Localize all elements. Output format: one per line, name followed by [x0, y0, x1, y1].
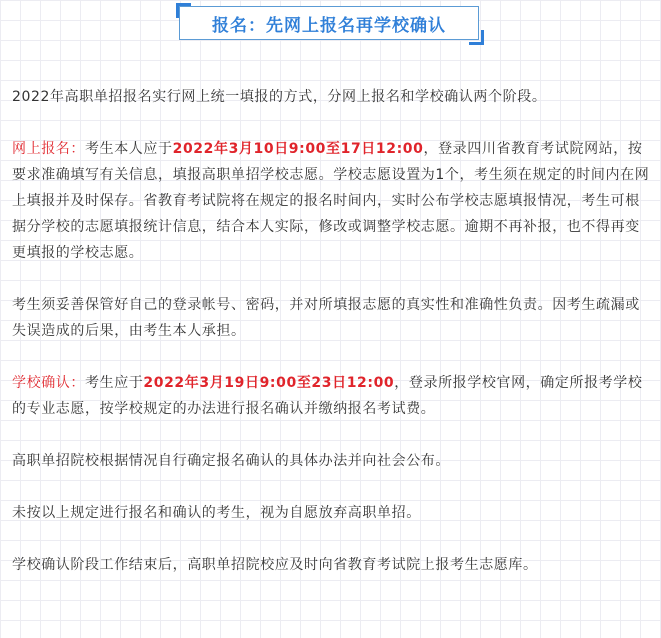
- title-corner-bottom-right: [469, 30, 484, 45]
- school-rules-paragraph: 高职单招院校根据情况自行确定报名确认的具体办法并向社会公布。: [12, 453, 450, 469]
- school-confirmation-label: 学校确认：: [12, 375, 85, 391]
- school-confirmation-time: 2022年3月19日9:00至23日12:00: [143, 375, 395, 391]
- school-confirmation-post: ，登录所报学校官网，确定所报考学校的专业志愿，按学校规定的办法进行报名确认并缴纳报名考试费。: [12, 375, 643, 417]
- school-confirmation-paragraph: [12, 370, 654, 422]
- final-note-paragraph: 学校确认阶段工作结束后，高职单招院校应及时向省教育考试院上报考生志愿库。: [12, 557, 538, 573]
- online-registration-time: 2022年3月10日9:00至17日12:00: [172, 141, 424, 157]
- page-title: 报名：先网上报名再学校确认: [212, 15, 446, 36]
- account-note-paragraph: 考生须妥善保管好自己的登录帐号、密码，并对所填报志愿的真实性和准确性负责。因考生疏漏或失误造成的后果，由考生本人承担。: [12, 297, 640, 339]
- online-registration-post: ，登录四川省教育考试院网站，按要求准确填写有关信息，填报高职单招学校志愿。学校志愿设置为1个，考生须在规定的时间内在网上填报并及时保存。省教育考试院将在规定的报名时间内，实时公布学校志愿填报情况，考生可根据分学校的志愿填报统计信息，结合本人实际，修改或调整学校志愿。逾期不再补报，也不得再变更填报的学校志愿。: [12, 141, 650, 261]
- article-body: [12, 84, 654, 604]
- title-corner-top-left: [176, 3, 191, 18]
- title-banner: [179, 6, 481, 42]
- online-registration-pre: 考生本人应于: [85, 141, 173, 157]
- intro-paragraph: 2022年高职单招报名实行网上统一填报的方式，分网上报名和学校确认两个阶段。: [12, 89, 547, 105]
- abandon-note-paragraph: 未按以上规定进行报名和确认的考生，视为自愿放弃高职单招。: [12, 505, 421, 521]
- online-registration-label: 网上报名：: [12, 141, 85, 157]
- online-registration-paragraph: [12, 136, 654, 266]
- title-box: [179, 6, 479, 40]
- school-confirmation-pre: 考生应于: [85, 375, 144, 391]
